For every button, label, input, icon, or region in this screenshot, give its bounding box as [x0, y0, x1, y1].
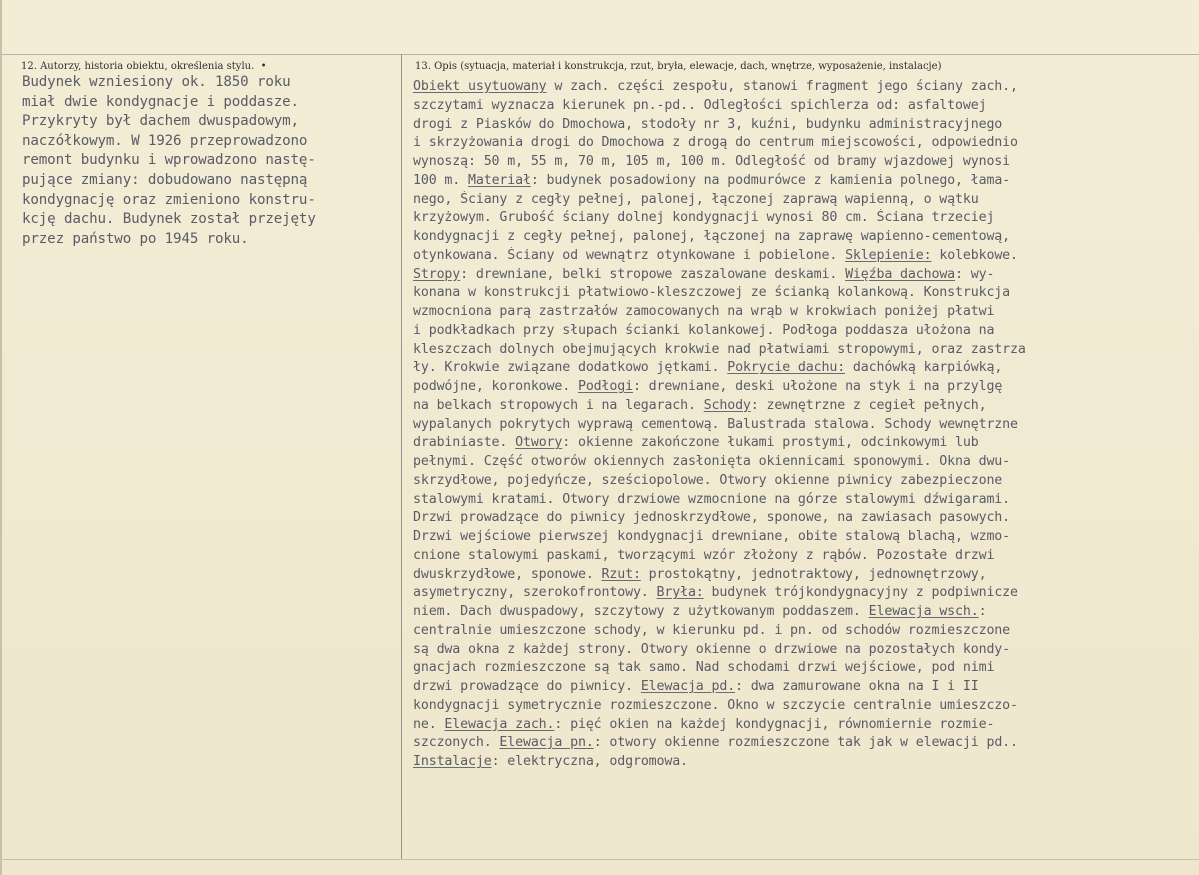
section-keyword: Więźba dachowa: [845, 266, 956, 282]
description-fragment: kleszczach dolnych obejmujących krokwie nad płatwiami stropowymi, oraz zastrza: [413, 341, 1026, 357]
description-fragment: krzyżowym. Grubość ściany dolnej kondygnacji wynosi 80 cm. Ściana trzeciej: [413, 210, 995, 226]
history-heading: [21, 61, 267, 72]
description-line: [413, 247, 1197, 266]
history-line: remont budynku i wprowadzono nastę-: [22, 152, 316, 169]
description-line: [413, 453, 1197, 472]
description-fragment: : drewniane, belki stropowe zaszalowane deskami.: [460, 266, 846, 282]
history-line: kcję dachu. Budynek został przejęty: [22, 211, 316, 228]
description-line: [413, 491, 1197, 510]
description-fragment: stalowymi kratami. Otwory drzwiowe wzmocnione na górze stalowymi dźwigarami.: [413, 491, 1011, 507]
description-text-block: [413, 78, 1197, 772]
description-line: [413, 547, 1197, 566]
description-fragment: podwójne, koronkowe.: [413, 379, 578, 394]
description-line: [413, 734, 1197, 753]
description-fragment: : wy-: [955, 266, 995, 282]
history-line: kondygnację oraz zmieniono konstru-: [22, 191, 316, 208]
section-keyword: Stropy: [413, 266, 461, 282]
description-fragment: ły. Krokwie związane dodatkowo jętkami.: [413, 360, 728, 376]
description-line: [413, 753, 1197, 772]
description-line: [413, 716, 1197, 735]
description-fragment: cnione stalowymi paskami, tworzącymi wzór złożony z rąbów. Pozostałe drzwi: [413, 547, 995, 563]
description-line: [413, 378, 1197, 397]
stray-mark: •: [260, 61, 267, 72]
description-fragment: prostokątny, jednotraktowy, jednownętrzowy,: [640, 566, 987, 582]
card-header-band: [0, 0, 1199, 55]
description-fragment: i podkładkach przy słupach ścianki kolankowej. Podłoga poddasza ułożona na: [413, 322, 995, 338]
section-keyword: Schody: [703, 397, 751, 413]
description-fragment: konana w konstrukcji płatwiowo-kleszczowej ze ścianką kolankową. Konstrukcja: [413, 285, 1011, 301]
description-fragment: ne.: [413, 716, 445, 732]
description-line: [413, 228, 1197, 247]
description-fragment: budynek trójkondygnacyjny z podpiwnicze: [703, 585, 1018, 601]
section-keyword: Podłogi: [577, 379, 633, 394]
description-line: [413, 603, 1197, 622]
description-fragment: wynoszą: 50 m, 55 m, 70 m, 105 m, 100 m. Odległość od bramy wjazdowej wynosi: [413, 154, 1011, 169]
description-line: [413, 303, 1197, 322]
description-line: [413, 434, 1197, 453]
section-keyword: Elewacja zach.: [444, 716, 555, 732]
description-fragment: drzwi prowadzące do piwnicy.: [413, 679, 641, 694]
description-line: [413, 209, 1197, 228]
description-fragment: : dwa zamurowane okna na I i II: [735, 679, 979, 694]
section-keyword: Elewacja wsch.: [868, 604, 979, 619]
history-heading-text: 12. Autorzy, historia obiektu, określenia stylu.: [21, 61, 255, 72]
section-keyword: Instalacje: [413, 754, 492, 769]
description-line: [413, 697, 1197, 716]
description-line: [413, 191, 1197, 210]
description-fragment: : okienne zakończone łukami prostymi, odcinkowymi lub: [562, 435, 979, 451]
history-line: miał dwie kondygnacje i poddasze.: [22, 93, 299, 110]
description-fragment: : drewniane, deski ułożone na styk i na przylgę: [632, 379, 1003, 394]
description-fragment: wypalanych pokrytych wyprawą cementową. Balustrada stalowa. Schody wewnętrzne: [413, 416, 1018, 432]
description-fragment: szczonych.: [413, 735, 500, 751]
description-line: [413, 172, 1197, 191]
description-line: [413, 566, 1197, 585]
description-line: [413, 509, 1197, 528]
description-line: [413, 397, 1197, 416]
description-line: [413, 78, 1197, 97]
description-fragment: niem. Dach dwuspadowy, szczytowy z użytkowanym poddaszem.: [413, 604, 869, 619]
description-fragment: : pięć okien na każdej kondygnacji, równomiernie rozmie-: [554, 716, 995, 732]
description-fragment: drogi z Piasków do Dmochowa, stodoły nr 3, kuźni, budynku administracyjnego: [413, 116, 1003, 132]
section-keyword: Elewacja pn.: [499, 735, 594, 751]
history-text-block: [22, 73, 394, 249]
description-line: [413, 641, 1197, 660]
description-line: [413, 622, 1197, 641]
description-fragment: centralnie umieszczone schody, w kierunku pd. i pn. od schodów rozmieszczone: [413, 622, 1011, 638]
description-line: [413, 528, 1197, 547]
description-fragment: i skrzyżowania drogi do Dmochowa z drogą do centrum miejscowości, odpowiednio: [413, 135, 1018, 151]
description-fragment: Drzwi wejściowe pierwszej kondygnacji drewniane, obite stalową blachą, wzmo-: [413, 529, 1011, 544]
history-line: pujące zmiany: dobudowano następną: [22, 171, 308, 188]
description-line: [413, 284, 1197, 303]
description-fragment: szczytami wyznacza kierunek pn.-pd.. Odległości spichlerza od: asfaltowej: [413, 97, 987, 113]
description-line: [413, 584, 1197, 603]
description-fragment: Drzwi prowadzące do piwnicy jednoskrzydłowe, sponowe, na zawiasach pasowych.: [413, 510, 1011, 526]
description-fragment: na belkach stropowych i na legarach.: [413, 397, 704, 413]
description-fragment: 100 m.: [413, 172, 468, 188]
description-line: [413, 678, 1197, 697]
section-keyword: Elewacja pd.: [640, 679, 736, 694]
section-keyword: Bryła:: [656, 585, 704, 601]
history-line: Budynek wzniesiony ok. 1850 roku: [22, 74, 291, 90]
section-keyword: Otwory: [515, 435, 563, 451]
description-fragment: pełnymi. Część otworów okiennych zasłonięta okiennicami sponowymi. Okna dwu-: [413, 454, 1011, 469]
description-fragment: : budynek posadowiony na podmurówce z kamienia polnego, łama-: [530, 172, 1011, 188]
description-fragment: dachówką karpiówką,: [845, 360, 1003, 376]
description-fragment: kolebkowe.: [931, 247, 1018, 263]
description-fragment: nego, Ściany z cegły pełnej, palonej, łączonej zaprawą wapienną, o wątku: [413, 191, 979, 207]
history-line: Przykryty był dachem dwuspadowym,: [22, 113, 299, 130]
description-line: [413, 134, 1197, 153]
description-fragment: dwuskrzydłowe, sponowe.: [413, 566, 602, 582]
description-fragment: drabiniaste.: [413, 435, 516, 451]
description-fragment: : otwory okienne rozmieszczone tak jak w elewacji pd..: [593, 735, 1018, 751]
section-keyword: Sklepienie:: [845, 247, 932, 263]
description-line: [413, 322, 1197, 341]
history-line: naczółkowym. W 1926 przeprowadzono: [22, 132, 308, 149]
description-fragment: : zewnętrzne z cegieł pełnych,: [750, 397, 987, 413]
description-fragment: kondygnacji symetrycznie rozmieszczone. Okno w szczycie centralnie umieszczo-: [413, 697, 1018, 713]
section-keyword: Pokrycie dachu:: [727, 360, 846, 376]
description-line: [413, 359, 1197, 378]
section-keyword: Rzut:: [601, 566, 641, 582]
description-fragment: kondygnacji z cegły pełnej, palonej, łączonej na zaprawę wapienno-cementową,: [413, 229, 1011, 244]
description-fragment: gnacjach rozmieszczone są tak samo. Nad schodami drzwi wejściowe, pod nimi: [413, 660, 995, 676]
description-fragment: skrzydłowe, pojedyńcze, sześciopolowe. Otwory okienne piwnicy zabezpieczone: [413, 472, 1003, 488]
description-line: [413, 659, 1197, 678]
description-line: [413, 153, 1197, 172]
description-line: [413, 116, 1197, 135]
description-fragment: są dwa okna z każdej strony. Otwory okienne o drzwiowe na pozostałych kondy-: [413, 641, 1011, 657]
description-line: [413, 472, 1197, 491]
description-fragment: : elektryczna, odgromowa.: [491, 754, 688, 769]
description-fragment: asymetryczny, szerokofrontowy.: [413, 585, 657, 601]
history-line: przez państwo po 1945 roku.: [22, 230, 249, 247]
description-line: [413, 97, 1197, 116]
description-line: [413, 416, 1197, 435]
description-line: [413, 266, 1197, 285]
column-divider: [401, 54, 402, 860]
description-fragment: otynkowana. Ściany od wewnątrz otynkowane i pobielone.: [413, 247, 846, 263]
description-fragment: w zach. części zespołu, stanowi fragment jego ściany zach.,: [546, 79, 1018, 94]
description-fragment: :: [978, 604, 987, 619]
section-keyword: Materiał: [468, 172, 531, 188]
description-fragment: wzmocniona parą zastrzałów zamocowanych na wrąb w krokwiach poniżej płatwi: [413, 304, 995, 319]
description-heading: 13. Opis (sytuacja, materiał i konstrukcja, rzut, bryła, elewacje, dach, wnętrze, wyposażenie, instalacje): [415, 61, 942, 72]
section-keyword: Obiekt usytuowany: [413, 79, 547, 94]
card-left-edge: [0, 0, 2, 875]
description-line: [413, 341, 1197, 360]
card-bottom-rule: [0, 859, 1199, 860]
